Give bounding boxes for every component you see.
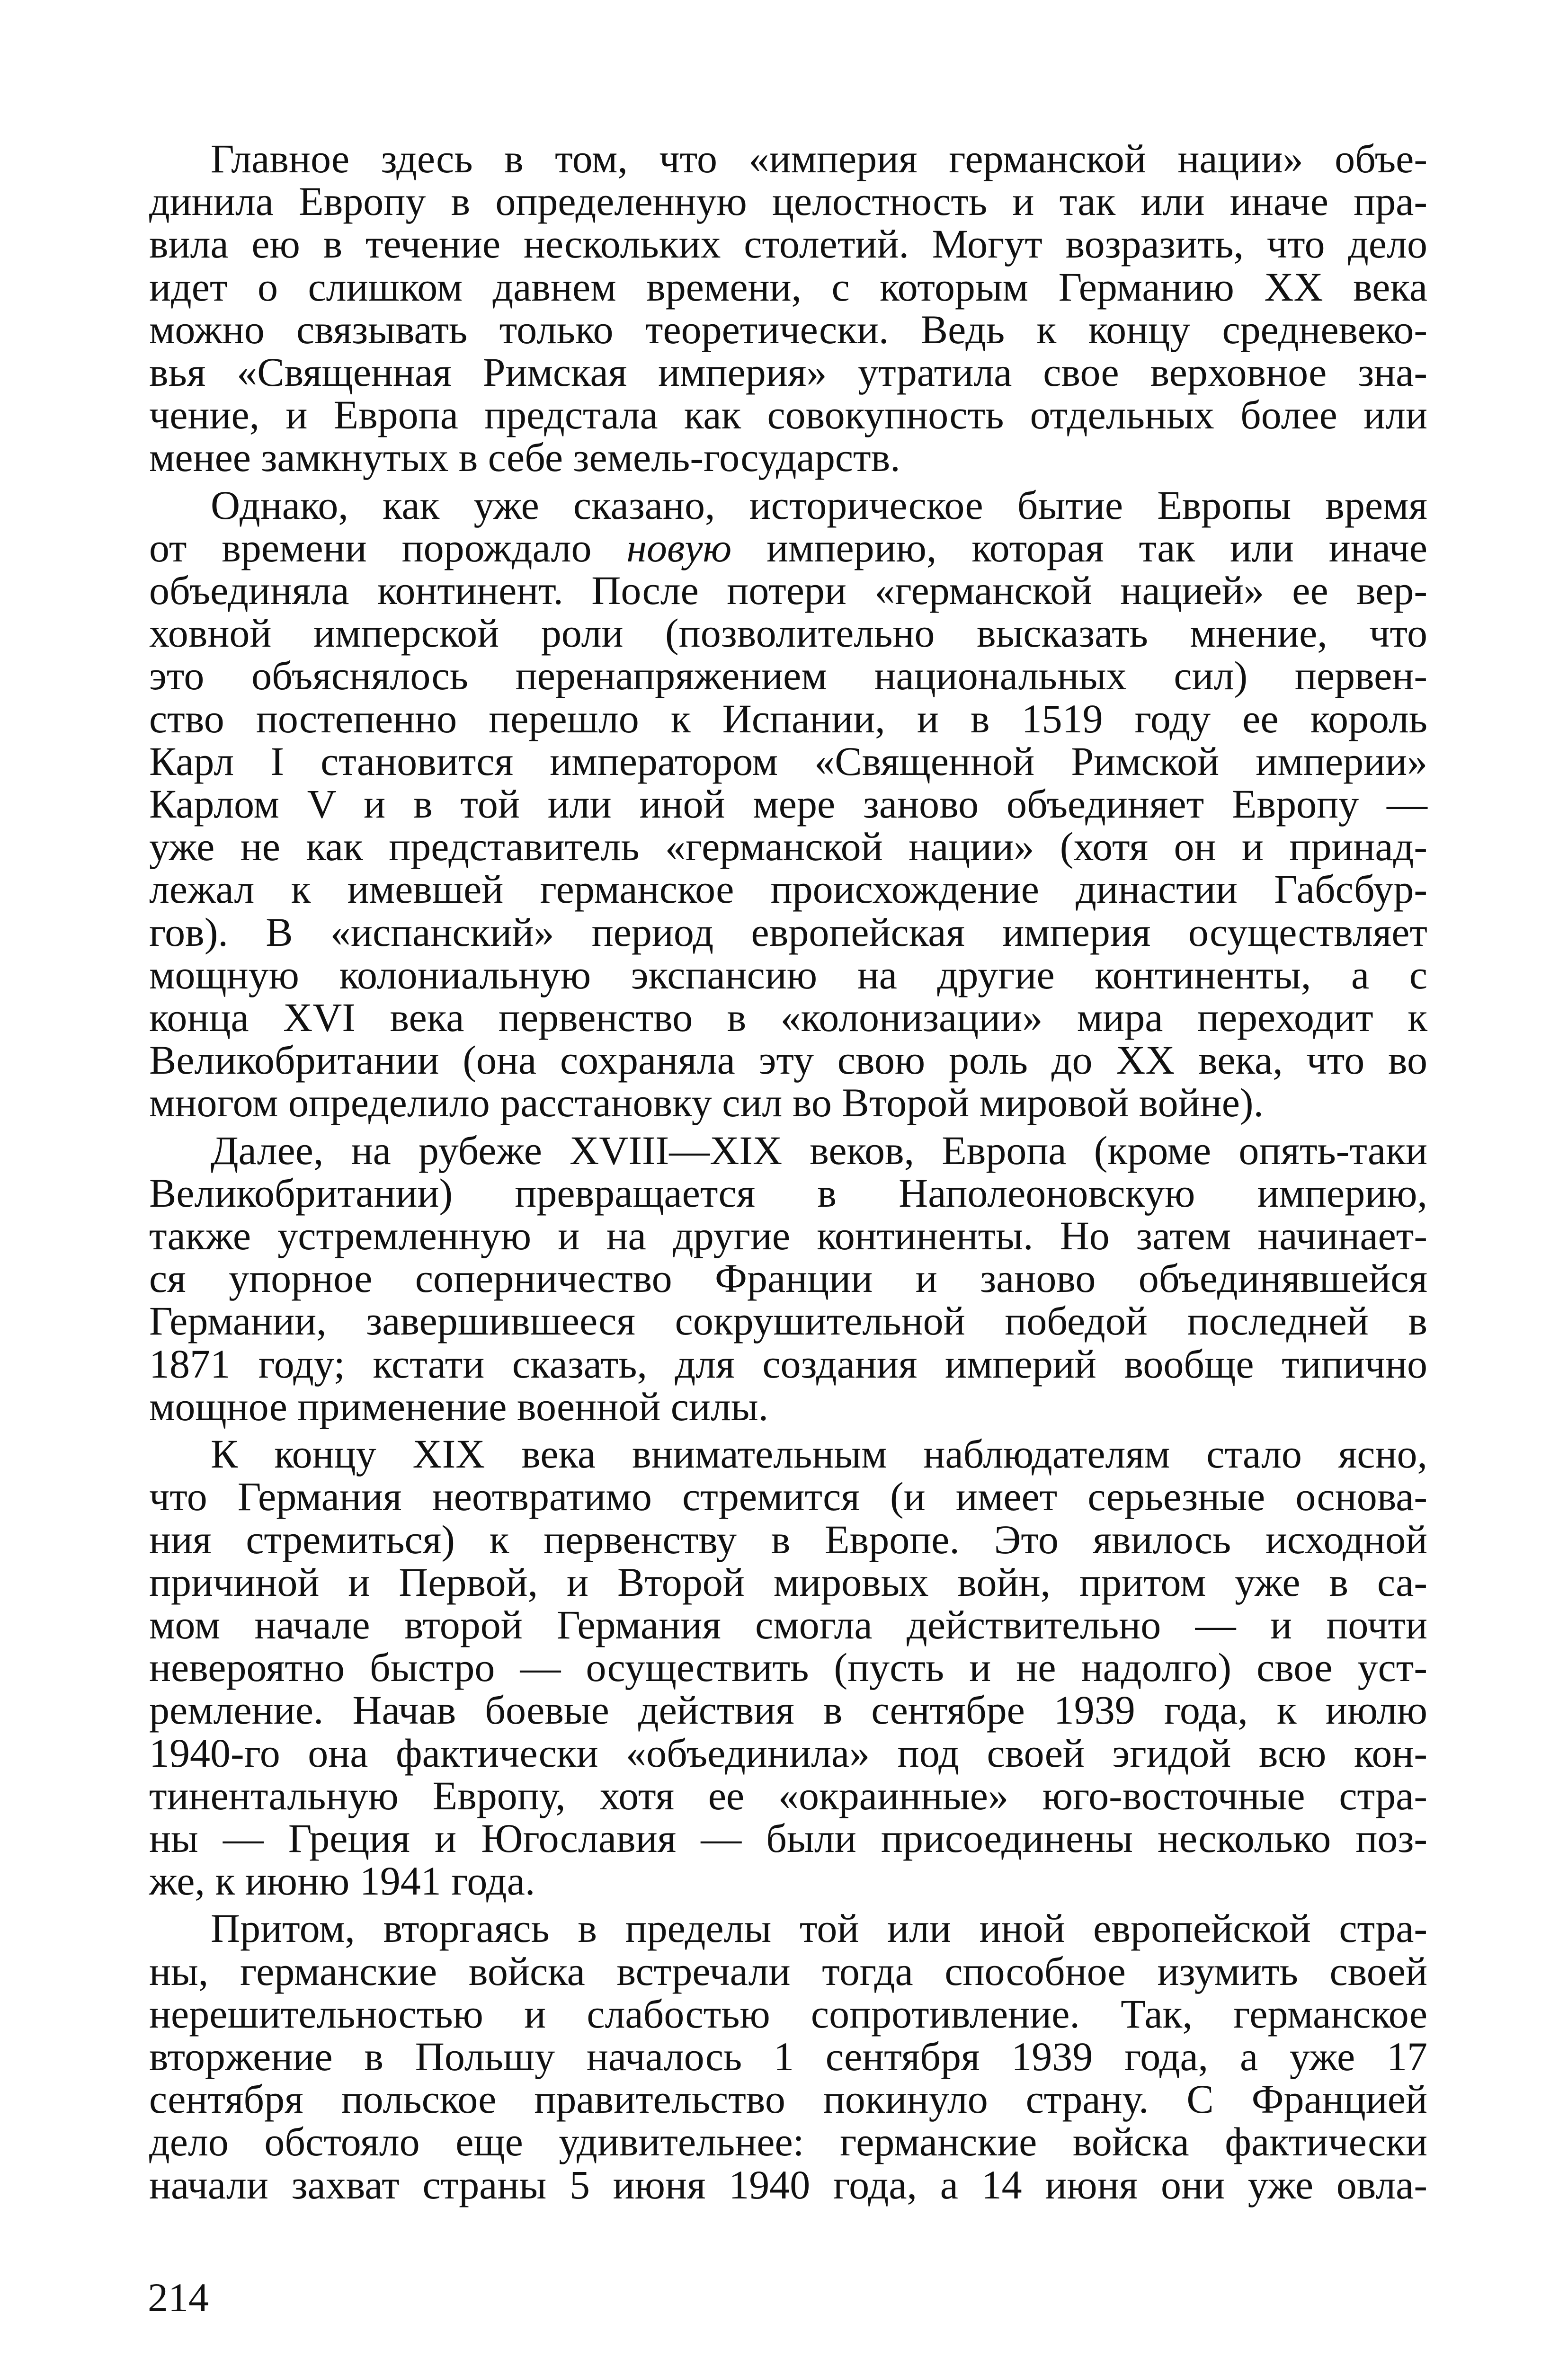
text-line: Главное здесь в том, что «империя германской нации» объе- — [211, 136, 1427, 181]
text-line: вторжение в Польшу началось 1 сентября 1939 года, а уже 17 — [149, 2033, 1427, 2079]
text-line: Далее, на рубеже XVIII—XIX веков, Европа (кроме опять-таки — [211, 1127, 1427, 1173]
text-line: Германии, завершившееся сокрушительной победой последней в — [149, 1298, 1427, 1344]
text-line: причиной и Первой, и Второй мировых войн, притом уже в са- — [149, 1559, 1427, 1605]
text-line: дело обстояло еще удивительнее: германские войска фактически — [149, 2119, 1427, 2165]
text-line: многом определило расстановку сил во Второй мировой войне). — [149, 1080, 1264, 1126]
text-line: сентября польское правительство покинуло страну. С Францией — [149, 2076, 1427, 2122]
paragraph-2 — [149, 484, 1427, 1124]
text-line: 1940-го она фактически «объединила» под своей эгидой всю кон- — [149, 1730, 1427, 1776]
text-line: вила ею в течение нескольких столетий. Могут возразить, что дело — [149, 221, 1427, 267]
text-line: менее замкнутых в себе земель-государств. — [149, 435, 900, 481]
text-line: динила Европу в определенную целостность и так или иначе пра- — [149, 178, 1427, 224]
text-line: также устремленную и на другие континенты. Но затем начинает- — [149, 1213, 1427, 1259]
text-line: 1871 году; кстати сказать, для создания империй вообще типично — [149, 1341, 1427, 1387]
text-line: чение, и Европа предстала как совокупность отдельных более или — [149, 392, 1427, 438]
text-line: Карлом V и в той или иной мере заново объединяет Европу — — [149, 781, 1427, 827]
paragraph-1 — [149, 137, 1427, 479]
text-line: объединяла континент. После потери «германской нацией» ее вер- — [149, 568, 1427, 614]
text-line: ство постепенно перешло к Испании, и в 1519 году ее король — [149, 695, 1427, 741]
text-line: ны — Греция и Югославия — были присоединены несколько поз- — [149, 1815, 1427, 1861]
text-line: гов). В «испанский» период европейская империя осуществляет — [149, 909, 1427, 955]
text-line: можно связывать только теоретически. Ведь к концу средневеко- — [149, 306, 1427, 352]
text-line: нерешительностью и слабостью сопротивление. Так, германское — [149, 1991, 1427, 2037]
text-line: Великобритании (она сохраняла эту свою роль до XX века, что во — [149, 1037, 1427, 1083]
text-line: что Германия неотвратимо стремится (и имеет серьезные основа- — [149, 1474, 1427, 1520]
text-line: ховной имперской роли (позволительно высказать мнение, что — [149, 610, 1427, 656]
text-line: Притом, вторгаясь в пределы той или иной европейской стра- — [211, 1905, 1427, 1951]
text-line: ся упорное соперничество Франции и заново объединявшейся — [149, 1255, 1427, 1301]
paragraph-5 — [149, 1907, 1427, 2206]
text-line: лежал к имевшей германское происхождение династии Габсбур- — [149, 866, 1427, 912]
text-line: идет о слишком давнем времени, с которым Германию XX века — [149, 264, 1427, 310]
text-line: конца XVI века первенство в «колонизации» мира переходит к — [149, 995, 1427, 1041]
text-line: мощную колониальную экспансию на другие континенты, а с — [149, 952, 1427, 997]
text-line: же, к июню 1941 года. — [149, 1858, 535, 1904]
text-line: ния стремиться) к первенству в Европе. Это явилось исходной — [149, 1516, 1427, 1562]
text-line: мом начале второй Германия смогла действительно — и почти — [149, 1602, 1427, 1647]
text-line: тинентальную Европу, хотя ее «окраинные» юго-восточные стра- — [149, 1772, 1427, 1818]
text-block — [149, 137, 1427, 2206]
text-line: уже не как представитель «германской нации» (хотя он и принад- — [149, 824, 1427, 870]
paragraph-4 — [149, 1433, 1427, 1902]
text-line: Великобритании) превращается в Наполеоновскую империю, — [149, 1170, 1427, 1216]
text-line: это объяснялось перенапряжением национальных сил) первен- — [149, 653, 1427, 699]
text-line: К концу XIX века внимательным наблюдателям стало ясно, — [211, 1431, 1427, 1477]
text-line: Однако, как уже сказано, историческое бытие Европы время — [211, 482, 1427, 528]
text-line — [149, 526, 1427, 569]
text-segment: империю, которая так или иначе — [731, 525, 1428, 570]
text-segment: от времени порождало — [149, 525, 627, 570]
text-line: ны, германские войска встречали тогда способное изумить своей — [149, 1948, 1427, 1994]
page-number: 214 — [148, 2275, 209, 2320]
text-line: невероятно быстро — осуществить (пусть и не надолго) свое уст- — [149, 1645, 1427, 1691]
paragraph-3 — [149, 1129, 1427, 1428]
text-line: Карл I становится императором «Священной Римской империи» — [149, 738, 1427, 784]
text-line: мощное применение военной силы. — [149, 1383, 769, 1429]
text-line: вья «Священная Римская империя» утратила свое верховное зна- — [149, 349, 1427, 395]
text-line: ремление. Начав боевые действия в сентябре 1939 года, к июлю — [149, 1687, 1427, 1733]
emphasized-word: новую — [626, 525, 732, 570]
text-line: начали захват страны 5 июня 1940 года, а 14 июня они уже овла- — [149, 2162, 1427, 2207]
